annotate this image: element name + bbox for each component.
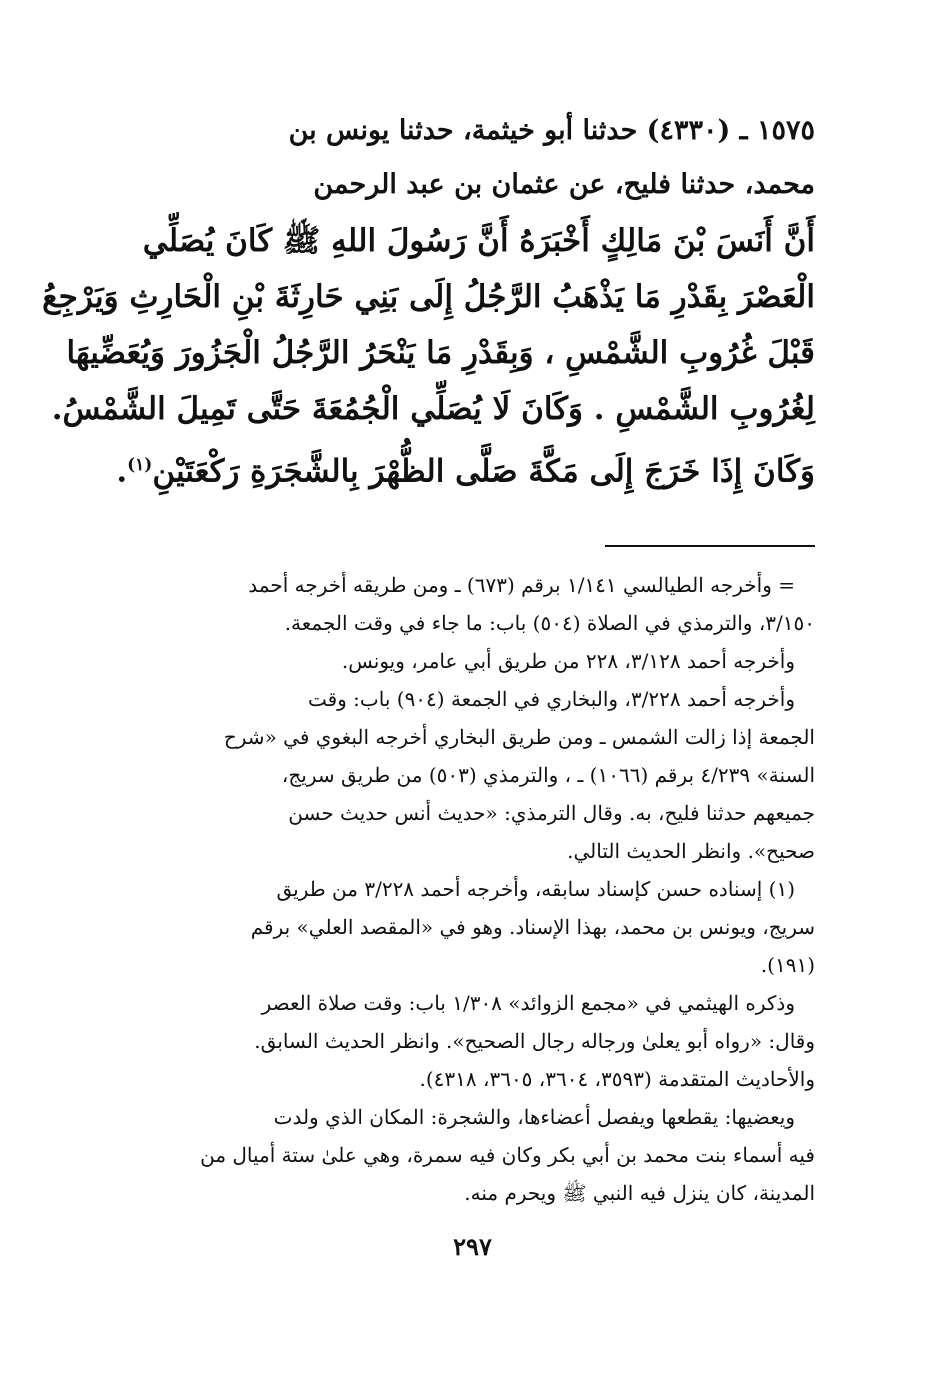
footnote-line: وأخرجه أحمد ٣/١٢٨، ٢٢٨ من طريق أبي عامر، ويونس. [341, 649, 795, 673]
footnote-line: (١) إسناده حسن كإسناد سابقه، وأخرجه أحمد ٣/٢٢٨ من طريق [276, 877, 795, 901]
footnote-line: = وأخرجه الطيالسي ١/١٤١ برقم (٦٧٣) ـ ومن طريقه أخرجه أحمد [248, 573, 795, 597]
footnote-paragraph [122, 642, 815, 680]
matn-line: أَنَّ أَنَسَ بْنَ مَالِكٍ أَخْبَرَهُ أَنَّ رَسُولَ اللهِ ﷺ كَانَ يُصَلِّي [142, 223, 815, 259]
hadith-isnad [122, 104, 815, 212]
footnotes [122, 566, 815, 1212]
footnote-line: فيه أسماء بنت محمد بن أبي بكر وكان فيه سمرة، وهي علىٰ ستة أميال من [200, 1143, 815, 1167]
footnote-paragraph [122, 984, 815, 1098]
footnote-line: صحيح». وانظر الحديث التالي. [567, 839, 815, 863]
footnote-separator [605, 545, 815, 547]
matn-last-line [116, 437, 815, 499]
footnote-paragraph [122, 870, 815, 984]
footnote-line: والأحاديث المتقدمة (٣٥٩٣، ٣٦٠٤، ٣٦٠٥، ٤٣١٨). [419, 1067, 815, 1091]
footnote-line: المدينة، كان ينزل فيه النبي ﷺ ويحرم منه. [464, 1181, 815, 1205]
footnote-line: الجمعة إذا زالت الشمس ـ ومن طريق البخاري أخرجه البغوي في «شرح [223, 725, 815, 749]
footnote-line: ويعضيها: يقطعها ويفصل أعضاءها، والشجرة: المكان الذي ولدت [273, 1105, 795, 1129]
matn-line: قَبْلَ غُرُوبِ الشَّمْسِ ، وَبِقَدْرِ مَا يَنْحَرُ الرَّجُلُ الْجَزُورَ وَيُعَضِّيهَا [66, 335, 815, 371]
footnote-paragraph [122, 566, 815, 642]
footnote-line: (١٩١). [760, 953, 815, 977]
matn-line: وَكَانَ إِذَا خَرَجَ إِلَى مَكَّةَ صَلَّى الظُّهْرَ بِالشَّجَرَةِ رَكْعَتَيْنِ [152, 453, 815, 490]
footnote-line: سريج، ويونس بن محمد، بهذا الإسناد. وهو في «المقصد العلي» برقم [250, 915, 815, 939]
footnote-paragraph [122, 1098, 815, 1212]
footnote-line: جميعهم حدثنا فليح، به. وقال الترمذي: «حديث أنس حديث حسن [288, 801, 815, 825]
footnote-line: ٣/١٥٠، والترمذي في الصلاة (٥٠٤) باب: ما جاء في وقت الجمعة. [284, 611, 815, 635]
matn-line: لِغُرُوبِ الشَّمْسِ . وَكَانَ لَا يُصَلِّي الْجُمُعَةَ حَتَّى تَمِيلَ الشَّمْسُ. [51, 391, 815, 427]
footnote-line: وقال: «رواه أبو يعلىٰ ورجاله رجال الصحيح». وانظر الحديث السابق. [254, 1029, 815, 1053]
footnote-line: السنة» ٤/٢٣٩ برقم (١٠٦٦) ـ ، والترمذي (٥٠٣) من طريق سريج، [281, 763, 815, 787]
isnad-line: ١٥٧٥ ـ (٤٣٣٠) حدثنا أبو خيثمة، حدثنا يونس بن [288, 115, 815, 146]
hadith-matn [42, 213, 815, 499]
isnad-line: محمد، حدثنا فليح، عن عثمان بن عبد الرحمن [313, 169, 815, 200]
footnote-line: وأخرجه أحمد ٣/٢٢٨، والبخاري في الجمعة (٩٠٤) باب: وقت [307, 687, 795, 711]
footnote-marker: (١) [127, 455, 153, 475]
page-number: ٢٩٧ [453, 1232, 492, 1261]
footnote-paragraph [122, 680, 815, 870]
matn-line: الْعَصْرَ بِقَدْرِ مَا يَذْهَبُ الرَّجُلُ إِلَى بَنِي حَارِثَةَ بْنِ الْحَارِثِ وَيَرْجِعُ [42, 279, 815, 315]
end-mark: . [116, 453, 128, 490]
footnote-line: وذكره الهيثمي في «مجمع الزوائد» ١/٣٠٨ باب: وقت صلاة العصر [261, 991, 795, 1015]
